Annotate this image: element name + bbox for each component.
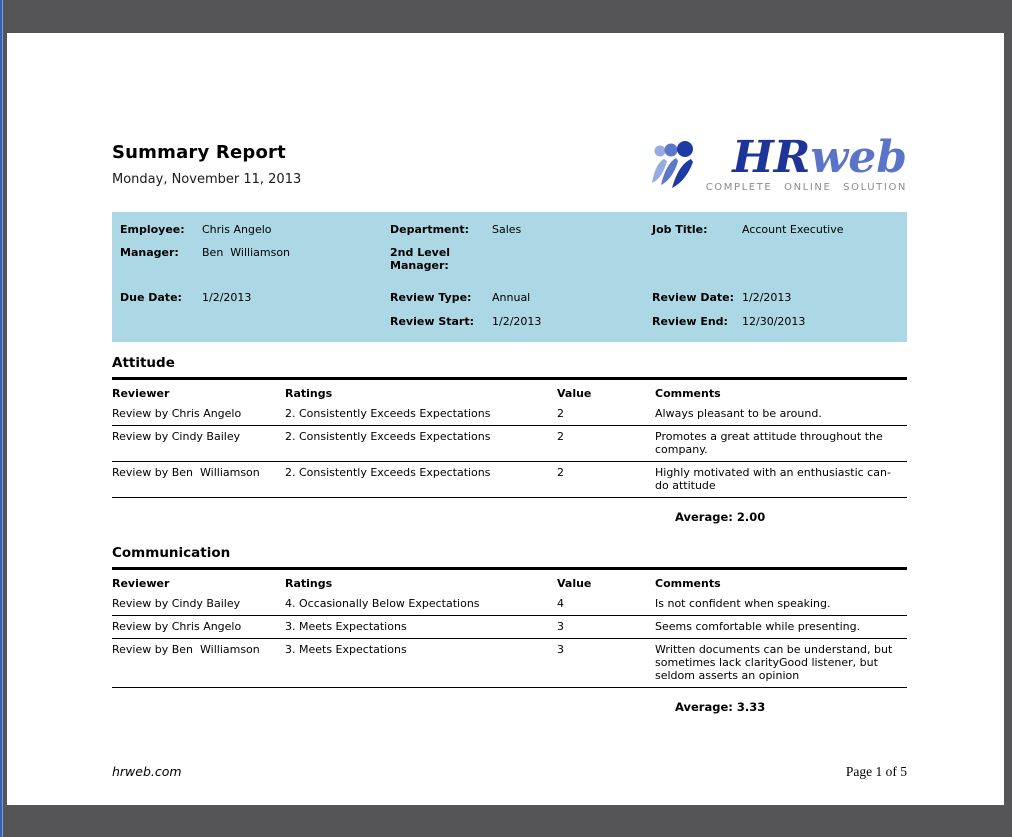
footer-page-number: Page 1 of 5 (845, 764, 907, 779)
cell-comments: Promotes a great attitude throughout the company. (655, 426, 907, 462)
cell-value: 3 (557, 639, 655, 688)
info-field-due-date (112, 287, 390, 311)
info-field-job-title (652, 219, 907, 242)
table-row (112, 593, 907, 616)
cell-reviewer: Review by Chris Angelo (112, 403, 285, 426)
field-label: Due Date: (120, 291, 182, 304)
info-field-2nd-level-manager (390, 242, 652, 287)
info-field-review-start (390, 311, 652, 342)
communication-average: Average: 3.33 (675, 700, 766, 714)
field-label: Review Date: (652, 291, 734, 304)
field-value: 12/30/2013 (742, 315, 806, 328)
section-heading: Attitude (112, 355, 907, 380)
field-value: Account Executive (742, 223, 844, 236)
field-value: Sales (492, 223, 522, 236)
hrweb-logo (649, 132, 907, 193)
report-header (112, 132, 907, 193)
field-value: Ben Williamson (202, 246, 291, 259)
cell-value: 2 (557, 403, 655, 426)
report-page (7, 33, 1004, 805)
cell-reviewer: Review by Ben Williamson (112, 639, 285, 688)
table-row (112, 426, 907, 462)
field-label: 2nd Level Manager: (390, 246, 451, 272)
cell-comments: Always pleasant to be around. (655, 403, 907, 426)
info-field-review-date (652, 287, 907, 311)
column-header-reviewer: Reviewer (112, 577, 170, 590)
cell-rating: 3. Meets Expectations (285, 639, 557, 688)
cell-rating: 3. Meets Expectations (285, 616, 557, 639)
column-header-value: Value (557, 577, 592, 590)
title-block (112, 142, 301, 187)
field-value: 1/2/2013 (202, 291, 252, 304)
table-row (112, 403, 907, 426)
table-header-row (112, 570, 907, 593)
hrweb-tagline: COMPLETE ONLINE SOLUTION (705, 182, 907, 193)
cell-reviewer: Review by Cindy Bailey (112, 426, 285, 462)
communication-review-table (112, 570, 907, 688)
window-edge-accent (0, 0, 3, 837)
cell-rating: 4. Occasionally Below Expectations (285, 593, 557, 616)
field-label: Employee: (120, 223, 185, 236)
section-attitude (112, 355, 907, 532)
table-row (112, 462, 907, 498)
info-field-employee (112, 219, 390, 242)
cell-rating: 2. Consistently Exceeds Expectations (285, 403, 557, 426)
attitude-review-table (112, 380, 907, 498)
report-date: Monday, November 11, 2013 (112, 172, 302, 187)
review-info-box (112, 212, 907, 342)
cell-value: 4 (557, 593, 655, 616)
attitude-average: Average: 2.00 (675, 510, 766, 524)
hrweb-logo-text (705, 132, 907, 193)
hrweb-brand-name (706, 132, 907, 183)
page-title: Summary Report (112, 142, 286, 163)
field-value: Chris Angelo (202, 223, 272, 236)
column-header-value: Value (557, 387, 592, 400)
cell-value: 3 (557, 616, 655, 639)
section-heading: Communication (112, 545, 907, 570)
column-header-reviewer: Reviewer (112, 387, 170, 400)
field-label: Department: (390, 223, 469, 236)
brand-web: web (810, 132, 907, 183)
field-label: Review Type: (390, 291, 472, 304)
footer-site-link: hrweb.com (112, 764, 182, 779)
field-value: 1/2/2013 (492, 315, 542, 328)
field-value: 1/2/2013 (742, 291, 792, 304)
brand-hr: HR (732, 132, 811, 183)
info-field-department (390, 219, 652, 242)
column-header-ratings: Ratings (285, 577, 333, 590)
table-row (112, 616, 907, 639)
table-row (112, 639, 907, 688)
cell-comments: Highly motivated with an enthusiastic can-do attitude (655, 462, 907, 498)
field-label: Review End: (652, 315, 728, 328)
cell-reviewer: Review by Cindy Bailey (112, 593, 285, 616)
report-footer (112, 764, 907, 780)
info-field-review-type (390, 287, 652, 311)
cell-reviewer: Review by Chris Angelo (112, 616, 285, 639)
table-header-row (112, 380, 907, 403)
column-header-comments: Comments (655, 577, 721, 590)
cell-comments: Seems comfortable while presenting. (655, 616, 907, 639)
hrweb-logo-swoosh-icon (649, 140, 703, 190)
cell-value: 2 (557, 462, 655, 498)
column-header-ratings: Ratings (285, 387, 333, 400)
section-communication (112, 545, 907, 722)
cell-rating: 2. Consistently Exceeds Expectations (285, 426, 557, 462)
cell-comments: Is not confident when speaking. (655, 593, 907, 616)
field-label: Review Start: (390, 315, 475, 328)
cell-rating: 2. Consistently Exceeds Expectations (285, 462, 557, 498)
cell-comments: Written documents can be understand, but sometimes lack clarityGood listener, but seldom asserts an opinion (655, 639, 907, 688)
field-label: Job Title: (652, 223, 708, 236)
info-field-review-end (652, 311, 907, 342)
column-header-comments: Comments (655, 387, 721, 400)
report-content (7, 33, 1004, 780)
cell-reviewer: Review by Ben Williamson (112, 462, 285, 498)
info-field-manager (112, 242, 390, 287)
field-label: Manager: (120, 246, 179, 259)
cell-value: 2 (557, 426, 655, 462)
field-value: Annual (492, 291, 531, 304)
